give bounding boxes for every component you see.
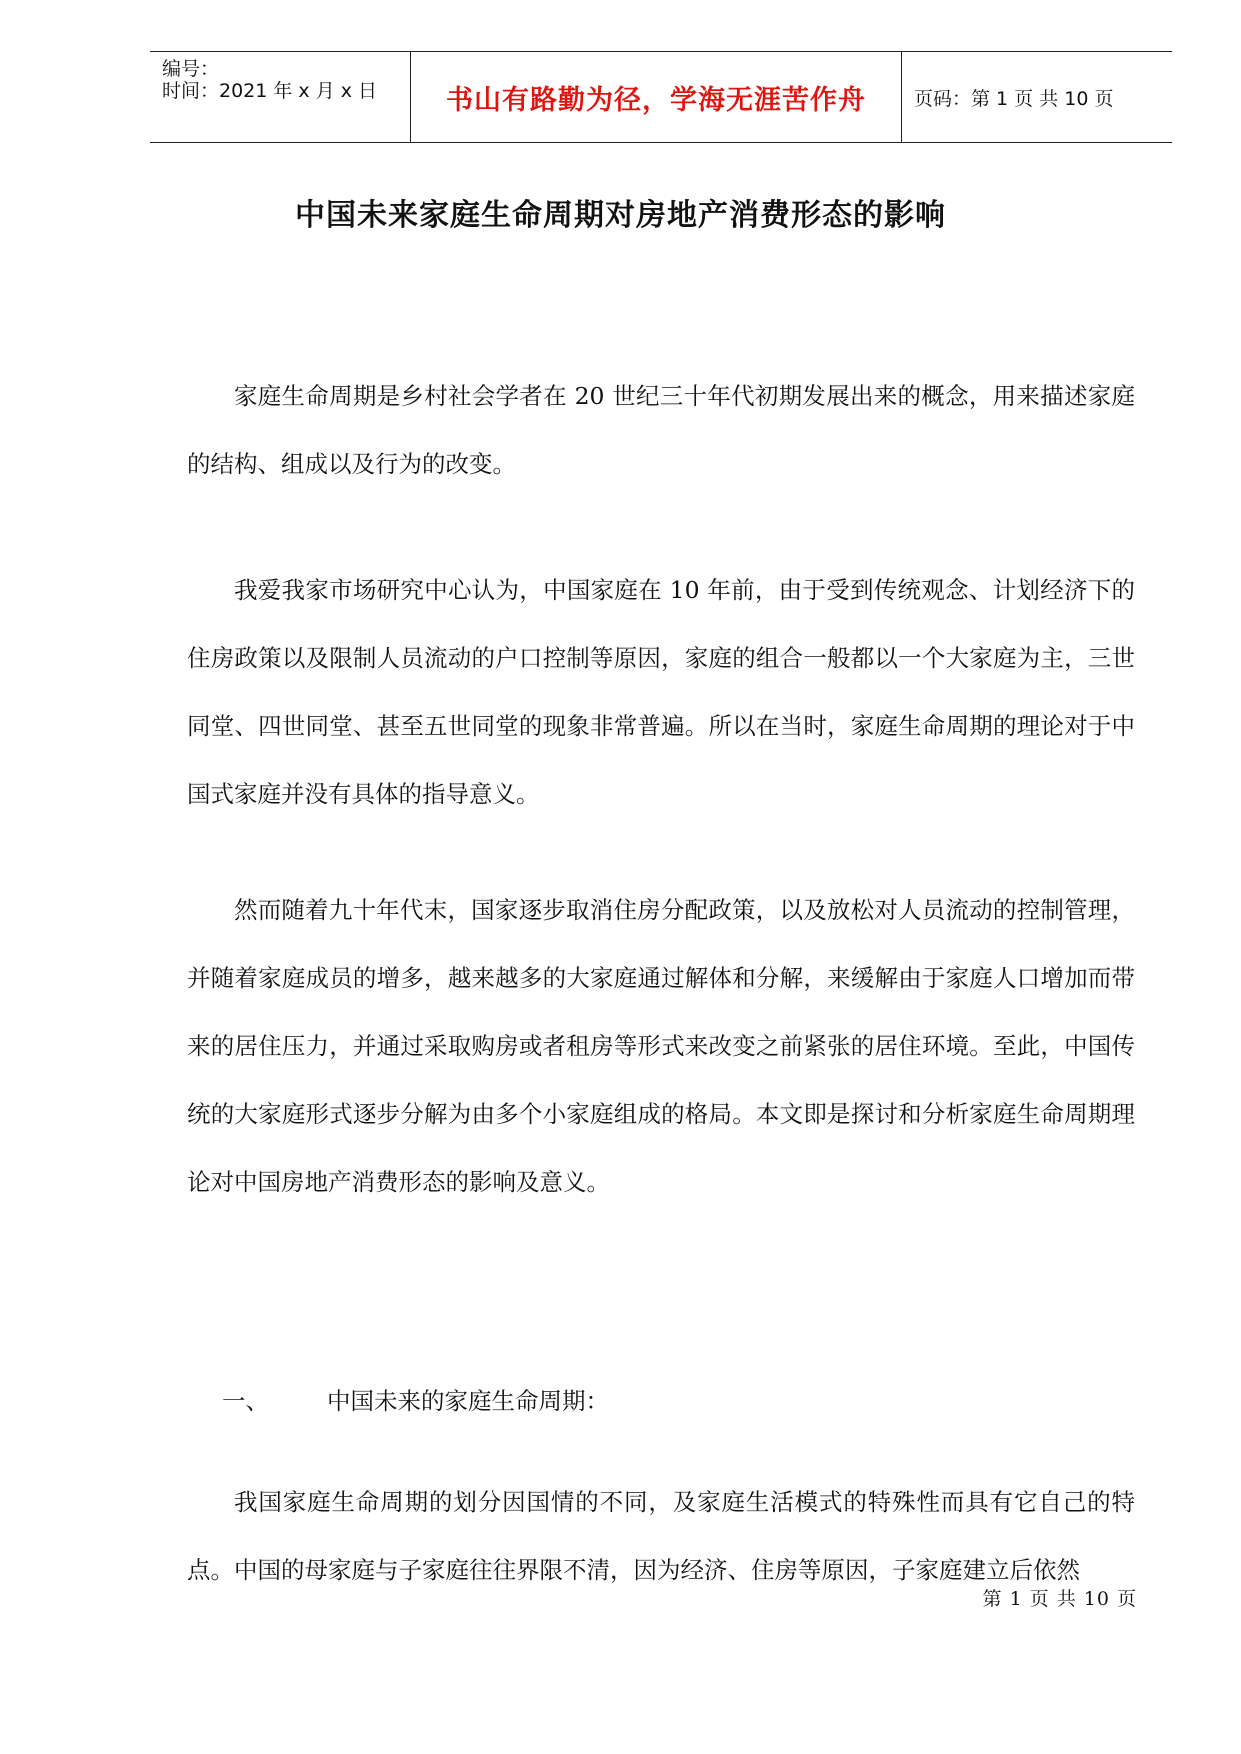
page-header xyxy=(150,51,1172,143)
document-title: 中国未来家庭生命周期对房地产消费形态的影响 xyxy=(295,198,946,233)
number-label: 编号： xyxy=(162,58,220,80)
header-meta-cell xyxy=(150,52,410,142)
paragraph-text: 我爱我家市场研究中心认为，中国家庭在 10 年前，由于受到传统观念、计划经济下的住房政策以及限制人员流动的户口控制等原因，家庭的组合一般都以一个大家庭为主，三世同堂、四世同堂、甚至五世同堂的现象非常普遍。所以在当时，家庭生命周期的理论对于中国式家庭并没有具体的指导意义。 xyxy=(187,576,1135,808)
paragraph-text: 我国家庭生命周期的划分因国情的不同，及家庭生活模式的特殊性而具有它自己的特点。中国的母家庭与子家庭往往界限不清，因为经济、住房等原因，子家庭建立后依然 xyxy=(187,1488,1135,1584)
section-number: 一、 xyxy=(222,1387,269,1415)
paragraph-text: 家庭生命周期是乡村社会学者在 20 世纪三十年代初期发展出来的概念，用来描述家庭的结构、组成以及行为的改变。 xyxy=(187,382,1135,478)
paragraph-2 xyxy=(187,556,1135,828)
page-info: 页码：第 1 页 共 10 页 xyxy=(914,87,1114,110)
header-motto-cell xyxy=(410,52,902,142)
paragraph-3 xyxy=(187,876,1135,1216)
page-footer: 第 1 页 共 10 页 xyxy=(982,1588,1137,1610)
section-title: 中国未来的家庭生命周期： xyxy=(327,1387,609,1415)
header-page-cell xyxy=(902,52,1172,142)
paragraph-text: 然而随着九十年代末，国家逐步取消住房分配政策，以及放松对人员流动的控制管理，并随着家庭成员的增多，越来越多的大家庭通过解体和分解，来缓解由于家庭人口增加而带来的居住压力，并通过采取购房或者租房等形式来改变之前紧张的居住环境。至此，中国传统的大家庭形式逐步分解为由多个小家庭组成的格局。本文即是探讨和分析家庭生命周期理论对中国房地产消费形态的影响及意义。 xyxy=(187,896,1135,1196)
paragraph-1 xyxy=(187,362,1135,498)
section-heading-1 xyxy=(187,1382,609,1416)
motto-text: 书山有路勤为径，学海无涯苦作舟 xyxy=(446,84,866,116)
time-label: 时间：2021 年 x 月 x 日 xyxy=(162,80,378,102)
